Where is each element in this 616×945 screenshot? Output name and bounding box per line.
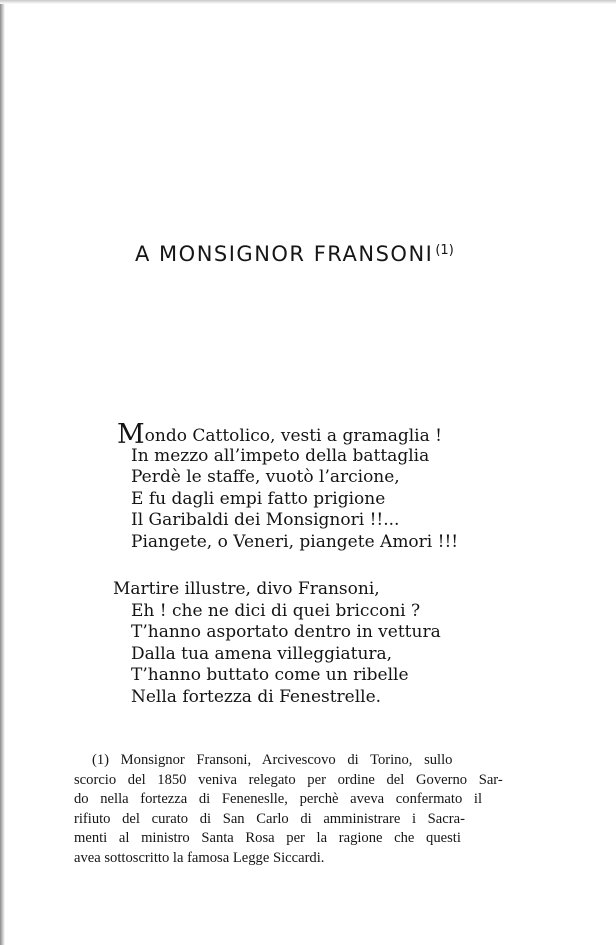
- footnote-line: menti al ministro Santa Rosa per la ragione che questi: [74, 830, 461, 847]
- verse-line: Perdè le staffe, vuotò l’arcione,: [131, 467, 400, 488]
- verse-text: ondo Cattolico, vesti a gramaglia !: [144, 426, 442, 446]
- stanza-1: [113, 419, 459, 554]
- footnote-line: scorcio del 1850 veniva relegato per ordine del Governo Sar-: [74, 771, 503, 788]
- poem-title: [135, 242, 454, 266]
- verse-line: T’hanno buttato come un ribelle: [131, 665, 409, 686]
- verse-line: Martire illustre, divo Fransoni,: [113, 579, 380, 599]
- footnote-reference: (1): [435, 243, 454, 258]
- verse-line: E fu dagli empi fatto prigione: [131, 488, 386, 509]
- footnote-line: avea sottoscritto la famosa Legge Siccardi.: [74, 849, 325, 866]
- page-top-edge: [0, 0, 616, 4]
- footnote-line: do nella fortezza di Feneneslle, perchè aveva confermato il: [74, 791, 483, 808]
- verse-line: Eh ! che ne dici di quei bricconi ?: [131, 600, 421, 621]
- footnote: [74, 751, 528, 869]
- stanza-2: [113, 579, 441, 709]
- verse-line: Piangete, o Veneri, piangete Amori !!!: [131, 531, 459, 552]
- verse-line: Il Garibaldi dei Monsignori !!...: [131, 510, 400, 531]
- footnote-line: (1) Monsignor Fransoni, Arcivescovo di Torino, sullo: [92, 752, 453, 768]
- verse-line: Nella fortezza di Fenestrelle.: [131, 686, 382, 707]
- footnote-line: rifiuto del curato di San Carlo di amministrare i Sacra-: [74, 810, 465, 827]
- poem-title-text: A MONSIGNOR FRANSONI: [135, 242, 434, 266]
- verse-line: Dalla tua amena villeggiatura,: [131, 643, 393, 664]
- verse-line: In mezzo all’impeto della battaglia: [131, 445, 430, 466]
- drop-cap: M: [117, 419, 145, 450]
- page-edge-shadow: [0, 0, 5, 945]
- verse-line: T’hanno asportato dentro in vettura: [131, 622, 441, 643]
- verse-line: [113, 419, 458, 450]
